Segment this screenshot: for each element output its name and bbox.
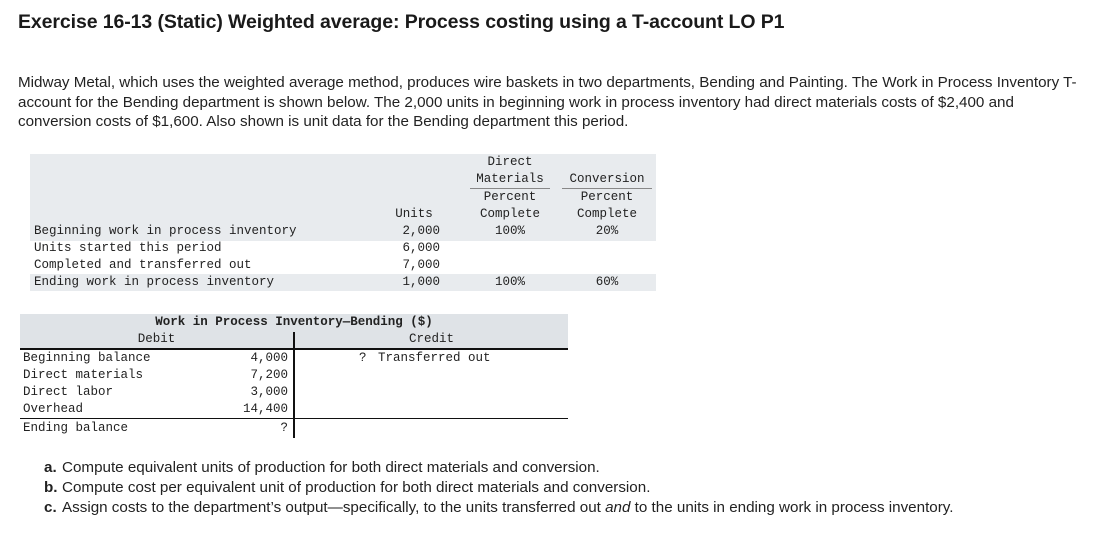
t-account-balance-rule	[20, 418, 568, 419]
row-units: 2,000	[402, 224, 440, 238]
ending-balance-label: Ending balance	[23, 421, 129, 435]
debit-amount: 7,200	[250, 368, 288, 382]
debit-label: Overhead	[23, 402, 84, 416]
header-dm-line3: Percent	[483, 190, 537, 204]
debit-amount: 14,400	[242, 402, 288, 416]
question-item	[44, 498, 1094, 518]
row-units: 1,000	[402, 275, 440, 289]
t-account	[20, 314, 568, 439]
question-list	[44, 458, 1094, 518]
credit-header: Credit	[408, 332, 454, 346]
t-account-vertical-rule	[293, 332, 295, 438]
credit-label: Transferred out	[378, 351, 491, 365]
header-conv-underline	[562, 188, 652, 189]
debit-amount: 3,000	[250, 385, 288, 399]
row-dm-percent: 100%	[494, 275, 525, 289]
emphasis-and: and	[605, 499, 631, 516]
question-text: Assign costs to the department’s output—specifically, to the units transferred out and to the units in ending work in process inventory.	[62, 499, 954, 516]
question-item	[44, 458, 1094, 478]
row-label: Units started this period	[34, 241, 222, 255]
question-label: a.	[44, 459, 57, 476]
header-dm-line4: Complete	[479, 207, 540, 221]
row-label: Completed and transferred out	[34, 258, 252, 272]
header-dm-line1: Direct	[487, 155, 533, 169]
row-units: 6,000	[402, 241, 440, 255]
header-conv-line1: Conversion	[569, 172, 645, 186]
t-account-title: Work in Process Inventory—Bending ($)	[155, 315, 433, 329]
header-units: Units	[395, 207, 433, 221]
row-label: Ending work in process inventory	[34, 275, 275, 289]
row-label: Beginning work in process inventory	[34, 224, 297, 238]
row-units: 7,000	[402, 258, 440, 272]
question-label: c.	[44, 499, 57, 516]
debit-header: Debit	[137, 332, 176, 346]
debit-amount: 4,000	[250, 351, 288, 365]
row-conv-percent: 20%	[595, 224, 619, 238]
question-item	[44, 478, 1094, 498]
header-conv-line2: Percent	[580, 190, 634, 204]
debit-label: Direct materials	[23, 368, 144, 382]
exercise-title: Exercise 16-13 (Static) Weighted average: Process costing using a T-account LO P1	[18, 11, 785, 33]
debit-label: Beginning balance	[23, 351, 151, 365]
intro-paragraph: Midway Metal, which uses the weighted average method, produces wire baskets in two departments, Bending and Painting. The Work in Process Inventory T-account for the Bending department is shown below. The 2,000 units in beginning work in process inventory had direct materials costs of $2,400 and conversion costs of $1,600. Also shown is unit data for the Bending department this period.	[18, 74, 1077, 130]
debit-label: Direct labor	[23, 385, 114, 399]
row-dm-percent: 100%	[494, 224, 525, 238]
row-conv-percent: 60%	[595, 275, 619, 289]
ending-balance-amount: ?	[280, 421, 288, 435]
header-dm-line2: Materials	[476, 172, 544, 186]
header-conv-line3: Complete	[576, 207, 637, 221]
credit-amount: ?	[359, 351, 367, 365]
header-dm-underline	[470, 188, 550, 189]
question-label: b.	[44, 479, 58, 496]
question-text: Compute equivalent units of production for both direct materials and conversion.	[62, 459, 600, 476]
units-table	[30, 154, 656, 291]
question-text: Compute cost per equivalent unit of production for both direct materials and conversion.	[62, 479, 651, 496]
